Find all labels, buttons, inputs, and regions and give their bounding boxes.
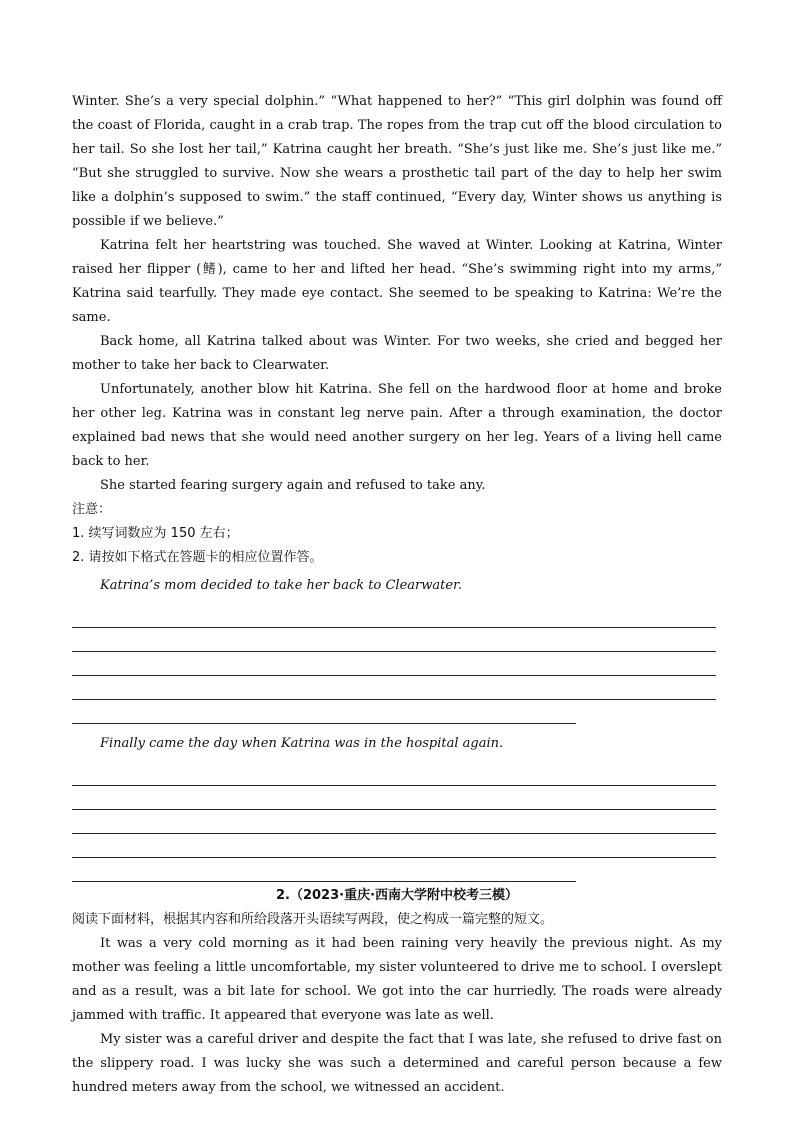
notes-item: 1. 续写词数应为 150 左右； — [72, 526, 239, 541]
question-heading: 2.（2023·重庆·西南大学附中校考三模） — [275, 888, 519, 903]
answer-line[interactable] — [72, 604, 716, 628]
answer-line[interactable] — [72, 834, 716, 858]
notes-label: 注意： — [72, 502, 112, 517]
continuation-prompt: Finally came the day when Katrina was in the hospital again. — [100, 736, 504, 751]
answer-line[interactable] — [72, 786, 716, 810]
answer-lines — [72, 762, 722, 882]
continuation-prompt: Katrina’s mom decided to take her back to Clearwater. — [100, 578, 462, 593]
story-paragraph: Winter. She’s a very special dolphin.” “What happened to her?” “This girl dolphin was found off the coast of Florida, caught in a crab trap. The ropes from the trap cut off the blood circulation to her tail. So she lost her tail,” Katrina caught her breath. “She’s just like me. She’s just like me.” “But she struggled to survive. Now she wears a prosthetic tail part of the day to help her swim like a dolphin’s supposed to swim.” the staff continued, “Every day, Winter shows us anything is possible if we believe.” — [72, 94, 722, 229]
story-paragraph: Katrina felt her heartstring was touched. She waved at Winter. Looking at Katrina, Winter raised her flipper (鳍), came to her and lifted her head. “She’s swimming right into my arms,” Katrina said tearfully. They made eye contact. She seemed to be speaking to Katrina: We’re the same. — [72, 238, 722, 325]
document-page — [72, 90, 722, 1100]
question-paragraph: It was a very cold morning as it had been raining very heavily the previous night. As my mother was feeling a little uncomfortable, my sister volunteered to drive me to school. I overslept and as a result, was a bit late for school. We got into the car hurriedly. The roads were already jammed with traffic. It appeared that everyone was late as well. — [72, 936, 722, 1023]
answer-line[interactable] — [72, 762, 716, 786]
answer-line[interactable] — [72, 676, 716, 700]
notes-item: 2. 请按如下格式在答题卡的相应位置作答。 — [72, 550, 323, 565]
story-paragraph: Back home, all Katrina talked about was Winter. For two weeks, she cried and begged her mother to take her back to Clearwater. — [72, 334, 722, 373]
story-paragraph: She started fearing surgery again and refused to take any. — [100, 478, 486, 493]
question-paragraph: My sister was a careful driver and despite the fact that I was late, she refused to drive fast on the slippery road. I was lucky she was such a determined and careful person because a few hundred meters away from the school, we witnessed an accident. — [72, 1032, 722, 1095]
answer-line[interactable] — [72, 858, 576, 882]
question-instruction: 阅读下面材料，根据其内容和所给段落开头语续写两段，使之构成一篇完整的短文。 — [72, 912, 554, 927]
story-paragraph: Unfortunately, another blow hit Katrina. She fell on the hardwood floor at home and broke her other leg. Katrina was in constant leg nerve pain. After a through examination, the doctor explained bad news that she would need another surgery on her leg. Years of a living hell came back to her. — [72, 382, 722, 469]
answer-lines — [72, 604, 722, 724]
answer-line[interactable] — [72, 652, 716, 676]
answer-line[interactable] — [72, 628, 716, 652]
answer-line[interactable] — [72, 810, 716, 834]
answer-line[interactable] — [72, 700, 576, 724]
